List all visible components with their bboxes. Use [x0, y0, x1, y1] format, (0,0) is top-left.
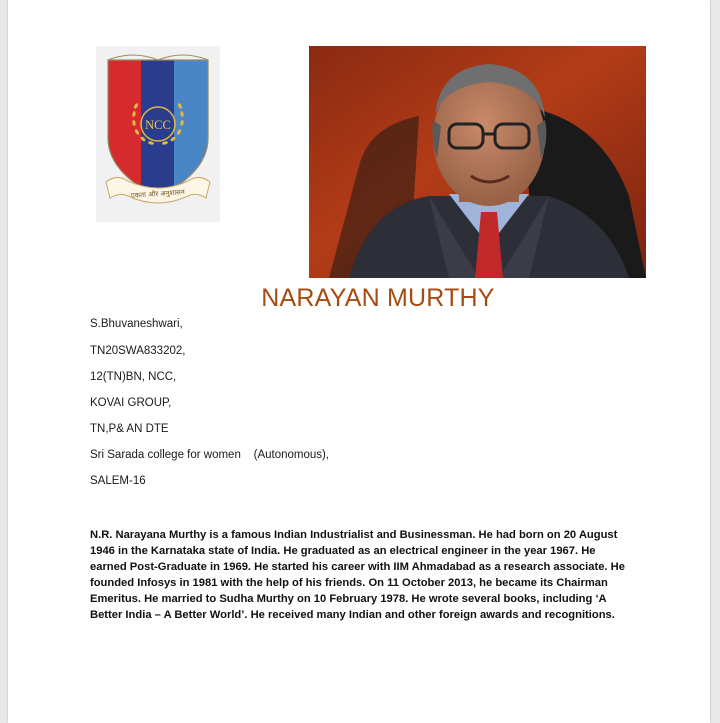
- info-name: S.Bhuvaneshwari,: [90, 318, 183, 330]
- ncc-logo-text: NCC: [145, 118, 171, 132]
- biography-paragraph: N.R. Narayana Murthy is a famous Indian Industrialist and Businessman. He had born on 20 August 1946 in the Karnataka state of India. He graduated as an electrical engineer in the year 1967. He earned Post-Graduate in 1969. He started his career with IIM Ahmadabad as a research associate. He founded Infosys in 1981 with the help of his friends. On 11 October 2013, he became its Chairman Emeritus. He married to Sudha Murthy on 10 February 1978. He wrote several books, including ‘A Better India – A Better World’. He received many Indian and other foreign awards and recognitions.: [90, 529, 625, 621]
- info-group: KOVAI GROUP,: [90, 397, 172, 409]
- document-page: [8, 0, 710, 723]
- info-college: Sri Sarada college for women (Autonomous),: [90, 449, 330, 461]
- page-title: NARAYAN MURTHY: [261, 284, 495, 312]
- ncc-motto: एकता और अनुशासन: [130, 188, 186, 200]
- ncc-emblem-icon: [96, 46, 220, 222]
- info-battalion: 12(TN)BN, NCC,: [90, 371, 177, 383]
- info-city: SALEM-16: [90, 475, 146, 487]
- ncc-logo: [96, 46, 220, 222]
- info-directorate: TN,P& AN DTE: [90, 423, 169, 435]
- portrait-photo: [309, 46, 646, 278]
- info-regimental-number: TN20SWA833202,: [90, 345, 186, 357]
